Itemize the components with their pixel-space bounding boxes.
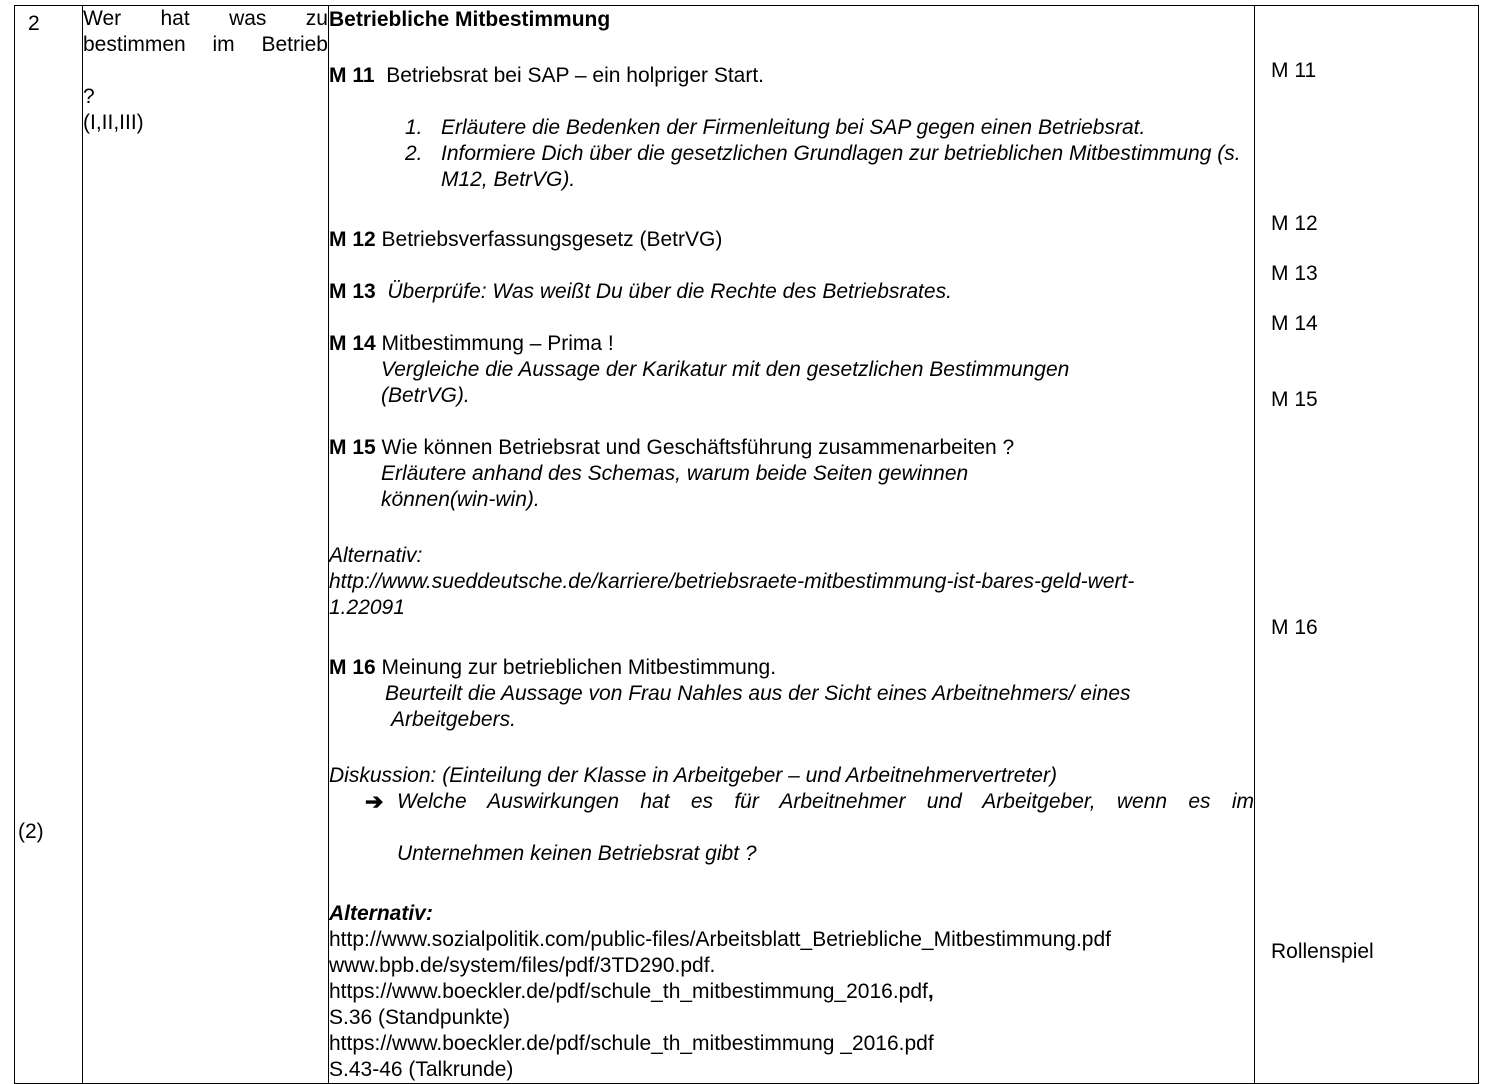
material-label-m12: M 12 <box>329 228 376 251</box>
table-row <box>15 6 1479 1084</box>
alternative-label-2: Alternativ: <box>329 902 433 925</box>
spacer <box>329 193 1254 227</box>
material-text-m12: Betriebsverfassungsgesetz (BetrVG) <box>381 228 723 251</box>
alternative-url-1-line2[interactable]: 1.22091 <box>329 596 405 619</box>
sequence-number-secondary: (2) <box>18 820 44 843</box>
material-subtext-m15-line1: Erläutere anhand des Schemas, warum beide Seiten gewinnen <box>381 462 969 485</box>
task-text-2: Informiere Dich über die gesetzlichen Grundlagen zur betrieblichen Mitbestimmung (s. M12, BetrVG). <box>441 142 1241 191</box>
material-subtext-m16-line2: Arbeitgebers. <box>391 708 516 731</box>
spacer <box>329 513 1254 543</box>
alternative-url-2-item-4: S.36 (Standpunkte) <box>329 1006 510 1029</box>
lesson-plan-table <box>14 5 1479 1084</box>
cell-sequence-number <box>15 6 83 1084</box>
material-text-m16: Meinung zur betrieblichen Mitbestimmung. <box>381 656 777 679</box>
material-subtext-m15-line2: können(win-win). <box>381 488 540 511</box>
guiding-question-mark: ? <box>83 85 95 108</box>
spacer <box>329 867 1254 901</box>
alternative-url-2-item-1[interactable]: http://www.sozialpolitik.com/public-files/Arbeitsblatt_Betriebliche_Mitbestimmung.pdf <box>329 928 1112 951</box>
discussion-question-line2: Unternehmen keinen Betriebsrat gibt ? <box>397 842 757 865</box>
material-line-m11 <box>329 63 1254 89</box>
list-item <box>405 141 1254 193</box>
material-ref-m14: M 14 <box>1271 312 1318 335</box>
material-ref-rollenspiel: Rollenspiel <box>1271 940 1374 963</box>
material-text-m14: Mitbestimmung – Prima ! <box>381 332 614 355</box>
alternative-url-2-item-3-comma: , <box>927 980 934 1003</box>
material-ref-m15: M 15 <box>1271 388 1318 411</box>
discussion-question <box>329 789 1254 867</box>
material-subtext-m16-line1: Beurteilt die Aussage von Frau Nahles aus der Sicht eines Arbeitnehmers/ eines <box>385 682 1131 705</box>
list-item <box>405 115 1254 141</box>
material-text-m11: Betriebsrat bei SAP – ein holpriger Start. <box>386 64 765 87</box>
spacer <box>329 253 1254 279</box>
section-title: Betriebliche Mitbestimmung <box>329 8 611 31</box>
spacer <box>329 89 1254 115</box>
spacer <box>329 305 1254 331</box>
guiding-question-main: Wer hat was zu bestimmen im Betrieb <box>83 7 328 56</box>
material-label-m14: M 14 <box>329 332 376 355</box>
discussion-label: Diskussion: (Einteilung der Klasse in Arbeitgeber – und Arbeitnehmervertreter) <box>329 764 1057 787</box>
material-label-m13: M 13 <box>329 280 376 303</box>
task-list <box>329 115 1254 193</box>
task-text-1: Erläutere die Bedenken der Firmenleitung bei SAP gegen einen Betriebsrat. <box>441 116 1146 139</box>
material-label-m11: M 11 <box>329 64 375 87</box>
material-ref-m12: M 12 <box>1271 212 1318 235</box>
material-line-m12 <box>329 227 1254 253</box>
cell-main-content <box>329 6 1255 1084</box>
discussion-question-line1: Welche Auswirkungen hat es für Arbeitnehmer und Arbeitgeber, wenn es im <box>397 790 1254 813</box>
material-subtext-m14-line2: (BetrVG). <box>381 384 470 407</box>
cell-material-references <box>1255 6 1479 1084</box>
task-marker-2: 2. <box>405 142 423 165</box>
alternative-url-2-item-5[interactable]: https://www.boeckler.de/pdf/schule_th_mitbestimmung _2016.pdf <box>329 1032 934 1055</box>
alternative-url-1-line1[interactable]: http://www.sueddeutsche.de/karriere/betriebsraete-mitbestimmung-ist-bares-geld-wert- <box>329 570 1135 593</box>
material-ref-m13: M 13 <box>1271 262 1318 285</box>
spacer <box>329 621 1254 655</box>
material-line-m16 <box>329 655 1254 681</box>
material-subtext-m14-line1: Vergleiche die Aussage der Karikatur mit den gesetzlichen Bestimmungen <box>381 358 1070 381</box>
task-marker-1: 1. <box>405 116 423 139</box>
material-label-m15: M 15 <box>329 436 376 459</box>
sequence-number: 2 <box>28 12 40 35</box>
material-label-m16: M 16 <box>329 656 376 679</box>
material-line-m13 <box>329 279 1254 305</box>
alternative-label-1: Alternativ: <box>329 544 423 567</box>
material-text-m15: Wie können Betriebsrat und Geschäftsführung zusammenarbeiten ? <box>381 436 1015 459</box>
material-line-m14 <box>329 331 1254 357</box>
material-ref-m11: M 11 <box>1271 59 1317 82</box>
alternative-url-2-item-3[interactable] <box>329 979 1254 1005</box>
material-ref-m16: M 16 <box>1271 616 1318 639</box>
material-text-m13: Überprüfe: Was weißt Du über die Rechte des Betriebsrates. <box>387 280 952 303</box>
spacer <box>329 33 1254 63</box>
guiding-question-levels: (I,II,III) <box>83 111 144 134</box>
alternative-url-2-item-6: S.43-46 (Talkrunde) <box>329 1058 514 1081</box>
alternative-url-2-item-2[interactable]: www.bpb.de/system/files/pdf/3TD290.pdf. <box>329 954 716 977</box>
arrow-right-icon: ➔ <box>365 789 384 814</box>
spacer <box>329 409 1254 435</box>
cell-guiding-question <box>83 6 329 1084</box>
alternative-url-2-item-3-text: https://www.boeckler.de/pdf/schule_th_mitbestimmung_2016.pdf <box>329 980 928 1003</box>
material-line-m15 <box>329 435 1254 461</box>
spacer <box>329 733 1254 763</box>
guiding-question-text <box>83 6 328 84</box>
